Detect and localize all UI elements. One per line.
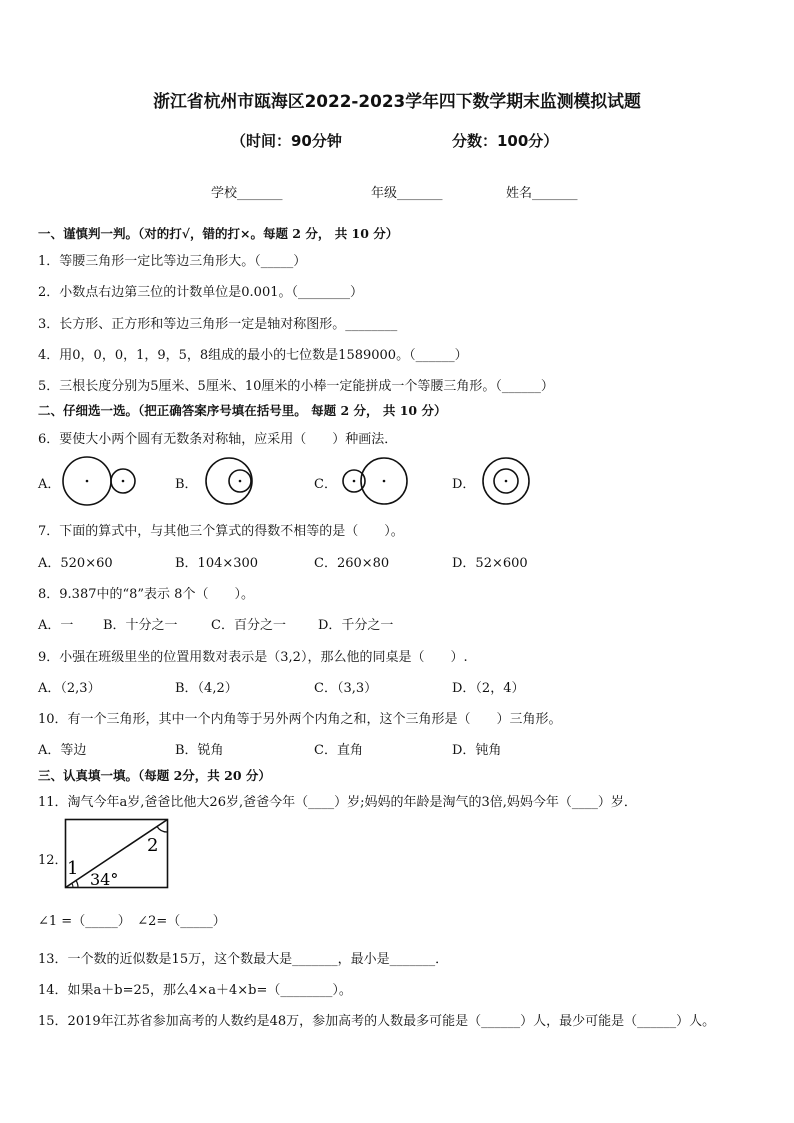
section-2-heading: 二、仔细选一选。（把正确答案序号填在括号里。 每题 2 分， 共 10 分） xyxy=(38,403,447,418)
q6-figure-b xyxy=(200,455,260,507)
question-6: 6．要使大小两个圆有无数条对称轴，应采用（ ）种画法． xyxy=(38,432,398,447)
q7-option-d: D．52×600 xyxy=(452,556,528,571)
exam-score: 分数：100分） xyxy=(452,132,559,150)
q9-option-b: B．（4,2） xyxy=(175,681,238,696)
school-field: 学校_______ xyxy=(211,186,283,201)
q8-option-c: C．百分之一 xyxy=(211,618,286,633)
section-3-heading: 三、认真填一填。（每题 2分，共 20 分） xyxy=(38,768,271,783)
question-8: 8．9.387中的“8”表示 8个（ ）。 xyxy=(38,587,254,602)
page-title: 浙江省杭州市瓯海区2022-2023学年四下数学期末监测模拟试题 xyxy=(153,91,641,111)
question-12-answers: ∠1 =（_____） ∠2=（_____） xyxy=(38,914,226,929)
question-7: 7．下面的算式中，与其他三个算式的得数不相等的是（ ）。 xyxy=(38,524,404,539)
q9-option-c: C．（3,3） xyxy=(314,681,378,696)
q12-angle-value: 34° xyxy=(90,870,119,889)
question-1: 1．等腰三角形一定比等边三角形大。（_____） xyxy=(38,254,307,269)
q12-rectangle-figure xyxy=(64,818,170,890)
question-11: 11．淘气今年a岁,爸爸比他大26岁,爸爸今年（____）岁;妈妈的年龄是淘气的3倍,妈妈今年（____）岁． xyxy=(38,795,637,810)
exam-time: （时间：90分钟 xyxy=(231,132,342,150)
q7-option-c: C．260×80 xyxy=(314,556,390,571)
q9-option-d: D．（2，4） xyxy=(452,681,525,696)
name-field: 姓名_______ xyxy=(506,186,578,201)
q6-option-d: D． xyxy=(452,477,476,492)
question-4: 4．用0，0，0，1，9，5，8组成的最小的七位数是1589000。（______） xyxy=(38,348,468,363)
question-12: 12． xyxy=(38,853,68,868)
q10-option-d: D．钝角 xyxy=(452,743,502,758)
q9-option-a: A．（2,3） xyxy=(38,681,101,696)
question-10: 10．有一个三角形，其中一个内角等于另外两个内角之和，这个三角形是（ ）三角形。 xyxy=(38,712,562,727)
q12-angle-2-label: 2 xyxy=(147,835,159,856)
question-13: 13．一个数的近似数是15万，这个数最大是_______，最小是_______． xyxy=(38,952,449,967)
q8-option-a: A．一 xyxy=(38,618,74,633)
question-5: 5．三根长度分别为5厘米、5厘米、10厘米的小棒一定能拼成一个等腰三角形。（______） xyxy=(38,379,554,394)
question-2: 2．小数点右边第三位的计数单位是0.001。（________） xyxy=(38,285,363,300)
q6-option-b: B． xyxy=(175,477,198,492)
q6-option-a: A． xyxy=(38,477,61,492)
section-1-heading: 一、谨慎判一判。（对的打√，错的打×。每题 2 分， 共 10 分） xyxy=(38,226,399,241)
q12-angle-1-label: 1 xyxy=(67,858,79,879)
q10-option-c: C．直角 xyxy=(314,743,363,758)
question-15: 15．2019年江苏省参加高考的人数约是48万，参加高考的人数最多可能是（______）人，最少可能是（______）人。 xyxy=(38,1014,716,1029)
grade-field: 年级_______ xyxy=(371,186,443,201)
q8-option-b: B．十分之一 xyxy=(103,618,178,633)
q8-option-d: D．千分之一 xyxy=(318,618,394,633)
q6-option-c: C． xyxy=(314,477,337,492)
q10-option-b: B．锐角 xyxy=(175,743,224,758)
q7-option-a: A．520×60 xyxy=(38,556,113,571)
q10-option-a: A．等边 xyxy=(38,743,87,758)
question-3: 3．长方形、正方形和等边三角形一定是轴对称图形。________ xyxy=(38,317,398,332)
q6-figure-a xyxy=(60,455,140,507)
question-9: 9．小强在班级里坐的位置用数对表示是（3,2），那么他的同桌是（ ）. xyxy=(38,650,468,665)
q6-figure-c xyxy=(340,455,412,507)
q7-option-b: B．104×300 xyxy=(175,556,259,571)
question-14: 14．如果a＋b=25，那么4×a＋4×b=（________）。 xyxy=(38,983,352,998)
q6-figure-d xyxy=(478,455,534,507)
